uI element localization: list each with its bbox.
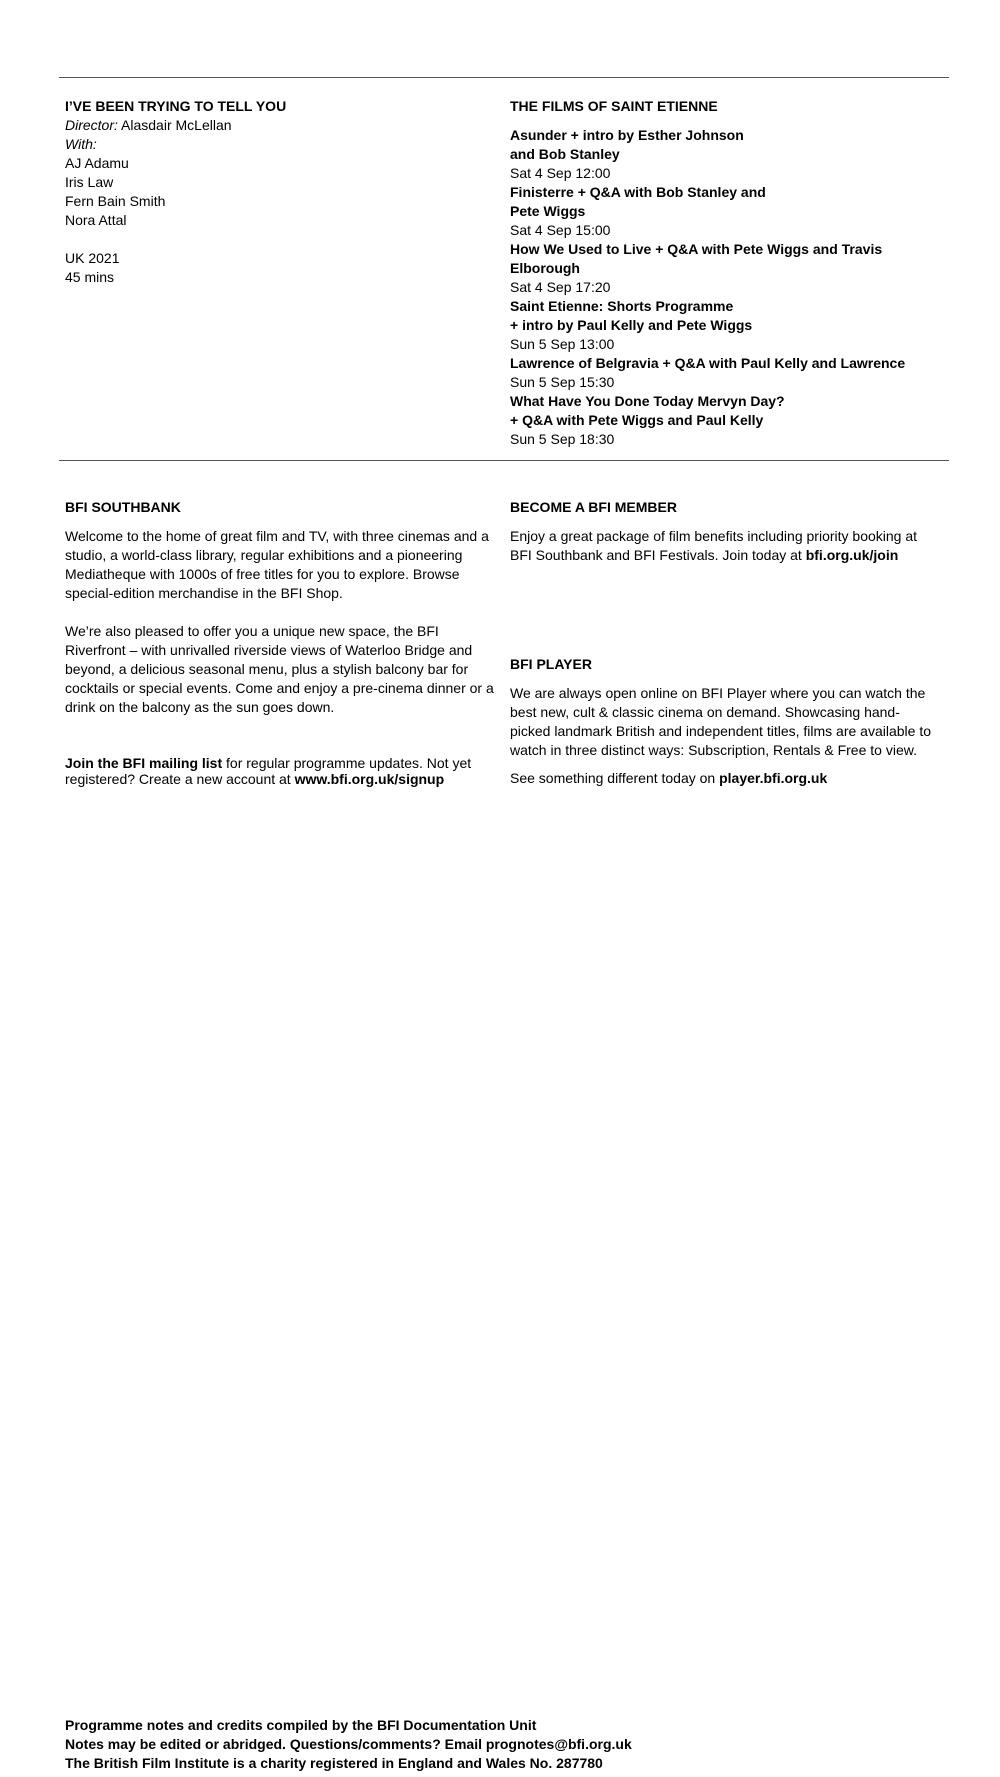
- member-section: [510, 498, 940, 565]
- player-text: We are always open online on BFI Player where you can watch the best new, cult & classic cinema on demand. Showcasing hand-picked landmark British and independent titles, films are available to watch in three distinct ways: Subscription, Rentals & Free to view.: [510, 685, 932, 758]
- event-title: + intro by Paul Kelly and Pete Wiggs: [510, 317, 753, 333]
- footer-line-2: Notes may be edited or abridged. Questions/comments? Email prognotes@bfi.org.uk: [65, 1736, 632, 1752]
- event-title: What Have You Done Today Mervyn Day?: [510, 393, 785, 409]
- event-title: Pete Wiggs: [510, 203, 586, 219]
- event-title: Lawrence of Belgravia + Q&A with Paul Kelly and Lawrence: [510, 355, 906, 371]
- cast-member: Iris Law: [65, 174, 114, 190]
- player-link[interactable]: player.bfi.org.uk: [719, 770, 828, 786]
- southbank-title: BFI SOUTHBANK: [65, 499, 181, 515]
- player-cta-text: See something different today on: [510, 770, 720, 786]
- duration: 45 mins: [65, 269, 115, 285]
- southbank-section: [65, 498, 495, 787]
- event-date: Sun 5 Sep 18:30: [510, 431, 615, 447]
- cast-member: AJ Adamu: [65, 155, 129, 171]
- southbank-para-2: We’re also pleased to offer you a unique new space, the BFI Riverfront – with unrivalled riverside views of Waterloo Bridge and beyond, a delicious seasonal menu, plus a stylish balcony bar for cocktails or special events. Come and enjoy a pre-cinema dinner or a drink on the balcony as the sun goes down.: [65, 623, 494, 715]
- director-name: Alasdair McLellan: [117, 117, 232, 133]
- event-title: and Bob Stanley: [510, 146, 620, 162]
- member-text: [510, 527, 940, 565]
- event-item: [510, 297, 950, 354]
- with-label: With:: [65, 136, 97, 152]
- mailing-list-text: [65, 755, 495, 787]
- member-body: Enjoy a great package of film benefits including priority booking at BFI Southbank and BFI Festivals. Join today at: [510, 528, 918, 563]
- event-date: Sat 4 Sep 17:20: [510, 279, 611, 295]
- event-date: Sat 4 Sep 12:00: [510, 165, 611, 181]
- join-link[interactable]: bfi.org.uk/join: [805, 547, 899, 563]
- event-date: Sun 5 Sep 13:00: [510, 336, 615, 352]
- event-date: Sat 4 Sep 15:00: [510, 222, 611, 238]
- event-item: [510, 126, 950, 183]
- top-divider: [59, 77, 949, 78]
- event-item: [510, 354, 950, 392]
- cast-member: Fern Bain Smith: [65, 193, 166, 209]
- footer-line-3: The British Film Institute is a charity registered in England and Wales No. 287780: [65, 1755, 603, 1771]
- event-item: [510, 392, 950, 449]
- event-title: Finisterre + Q&A with Bob Stanley and: [510, 184, 766, 200]
- event-title: Asunder + intro by Esther Johnson: [510, 127, 744, 143]
- film-title: I’VE BEEN TRYING TO TELL YOU: [65, 98, 287, 114]
- mailing-list-body: for regular programme updates. Not yet registered? Create a new account at: [65, 755, 472, 787]
- player-cta: [510, 769, 940, 788]
- event-title: How We Used to Live + Q&A with Pete Wiggs and Travis Elborough: [510, 241, 883, 276]
- director-label: Director:: [65, 117, 118, 133]
- member-title: BECOME A BFI MEMBER: [510, 499, 677, 515]
- mailing-list-link[interactable]: Join the BFI mailing list: [65, 755, 223, 771]
- event-item: [510, 183, 950, 240]
- film-credits: [65, 97, 495, 287]
- player-title: BFI PLAYER: [510, 656, 592, 672]
- signup-link[interactable]: www.bfi.org.uk/signup: [294, 771, 445, 787]
- cast-member: Nora Attal: [65, 212, 127, 228]
- country-year: UK 2021: [65, 250, 120, 266]
- footer: [65, 1716, 632, 1773]
- footer-line-1: Programme notes and credits compiled by the BFI Documentation Unit: [65, 1717, 537, 1733]
- event-date: Sun 5 Sep 15:30: [510, 374, 615, 390]
- event-title: + Q&A with Pete Wiggs and Paul Kelly: [510, 412, 764, 428]
- player-section: [510, 655, 940, 788]
- middle-divider: [59, 460, 949, 461]
- southbank-para-1: Welcome to the home of great film and TV, with three cinemas and a studio, a world-class library, regular exhibitions and a pioneering Mediatheque with 1000s of free titles for you to explore. Browse special-edition merchandise in the BFI Shop.: [65, 528, 489, 601]
- event-item: [510, 240, 950, 297]
- season-listing: [510, 97, 950, 449]
- season-title: THE FILMS OF SAINT ETIENNE: [510, 98, 718, 114]
- event-title: Saint Etienne: Shorts Programme: [510, 298, 734, 314]
- director-line: [65, 116, 495, 135]
